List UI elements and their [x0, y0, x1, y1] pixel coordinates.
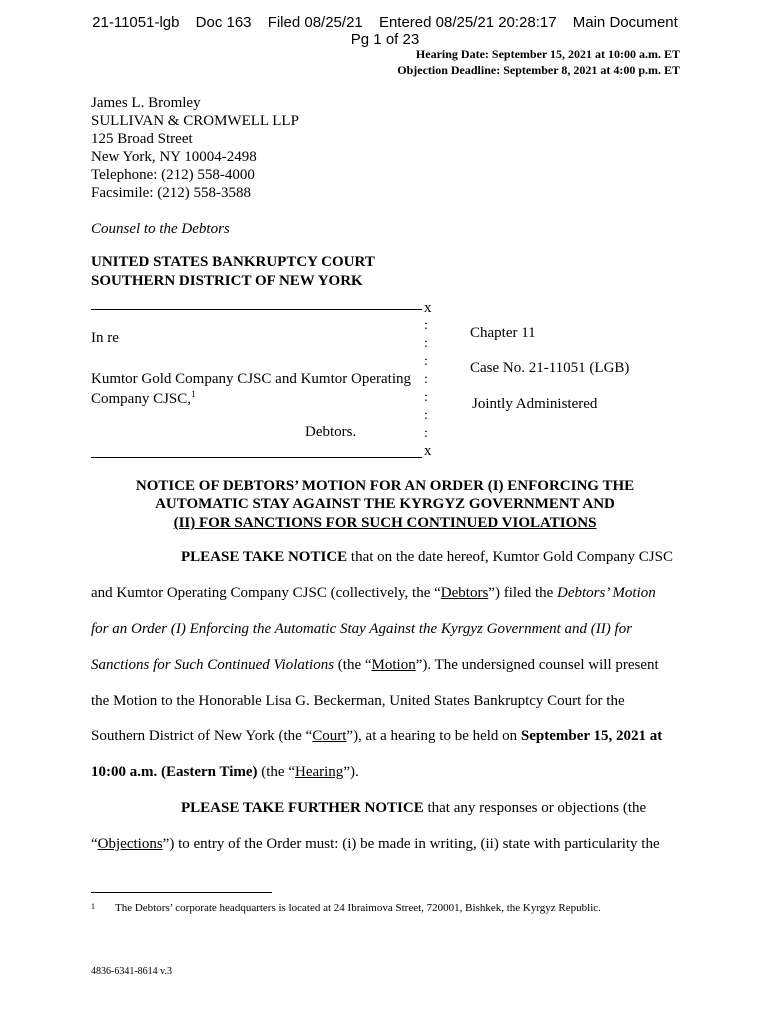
defined-term-objections: Objections	[97, 836, 163, 852]
caption-debtors-label: Debtors.	[305, 424, 357, 440]
counsel-block	[91, 94, 299, 238]
caption-x-bottom: x	[424, 443, 432, 459]
further-notice-lead: PLEASE TAKE FURTHER NOTICE	[181, 800, 424, 816]
footnote-number: 1	[91, 902, 95, 911]
counsel-street: 125 Broad Street	[91, 131, 193, 147]
caption-colon: :	[424, 372, 428, 387]
objection-deadline: Objection Deadline: September 8, 2021 at 4:00 p.m. ET	[397, 63, 680, 77]
body-text: (the “	[257, 764, 295, 780]
body-line	[91, 764, 359, 781]
caption-jointly-administered: Jointly Administered	[472, 396, 598, 412]
stamp-page-count: Pg 1 of 23	[350, 31, 420, 48]
body-text: and Kumtor Operating Company CJSC (collectively, the “	[91, 585, 441, 601]
counsel-name: James L. Bromley	[91, 95, 201, 111]
footnote-text: The Debtors’ corporate headquarters is located at 24 Ibraimova Street, 720001, Bishkek, the Kyrgyz Republic.	[115, 902, 601, 914]
stamp-doc-number: Doc 163	[195, 14, 252, 31]
body-text: ”) to entry of the Order must: (i) be made in writing, (ii) state with particularity the	[162, 836, 660, 852]
body-text: ”), at a hearing to be held on	[346, 728, 521, 744]
motion-title-italic: Sanctions for Such Continued Violations	[91, 657, 335, 673]
body-text: ”).	[343, 764, 359, 780]
stamp-filed-date: Filed 08/25/21	[267, 14, 363, 31]
body-text: “	[91, 836, 98, 852]
defined-term-motion: Motion	[371, 657, 416, 673]
defined-term-hearing: Hearing	[295, 764, 344, 780]
body-text: that any responses or objections (the	[423, 800, 647, 816]
stamp-case-number: 21-11051-lgb	[92, 14, 180, 31]
document-id: 4836-6341-8614 v.3	[91, 966, 173, 977]
body-text: ”) filed the	[488, 585, 558, 601]
stamp-main-document: Main Document	[572, 14, 678, 31]
counsel-fax: Facsimile: (212) 558-3588	[91, 185, 251, 201]
counsel-phone: Telephone: (212) 558-4000	[91, 167, 255, 183]
caption-x-top: x	[424, 300, 432, 316]
defined-term-court: Court	[312, 728, 347, 744]
caption-colon: :	[424, 426, 428, 441]
caption-debtor-line2	[91, 389, 196, 408]
body-line	[181, 549, 673, 566]
notice-title-line3	[0, 515, 770, 532]
body-line	[91, 836, 660, 853]
hearing-date-bold: September 15, 2021 at	[520, 728, 663, 744]
footnote-reference[interactable]: 1	[191, 389, 196, 399]
body-text: (the “	[334, 657, 372, 673]
counsel-firm: SULLIVAN & CROMWELL LLP	[91, 113, 299, 129]
caption-debtor-name: Company CJSC,	[91, 391, 192, 407]
caption-colon: :	[424, 354, 428, 369]
notice-title-line1: NOTICE OF DEBTORS’ MOTION FOR AN ORDER (I) ENFORCING THE	[135, 478, 635, 494]
body-text: ”). The undersigned counsel will present	[415, 657, 659, 673]
caption-colon: :	[424, 336, 428, 351]
caption-debtor-line1: Kumtor Gold Company CJSC and Kumtor Operating	[91, 371, 411, 387]
body-line	[91, 585, 656, 602]
caption-top-rule	[91, 309, 422, 310]
hearing-date: Hearing Date: September 15, 2021 at 10:00 a.m. ET	[415, 47, 680, 61]
court-header	[91, 253, 375, 291]
stamp-entered-date: Entered 08/25/21 20:28:17	[378, 14, 557, 31]
caption-chapter: Chapter 11	[470, 325, 536, 341]
body-line: the Motion to the Honorable Lisa G. Beckerman, United States Bankruptcy Court for the	[91, 693, 625, 709]
caption-in-re: In re	[91, 330, 119, 346]
caption-bottom-rule	[91, 457, 422, 458]
caption-colon: :	[424, 390, 428, 405]
body-text: Southern District of New York (the “	[91, 728, 313, 744]
court-name: UNITED STATES BANKRUPTCY COURT	[91, 254, 375, 270]
court-district: SOUTHERN DISTRICT OF NEW YORK	[91, 273, 363, 289]
notice-lead: PLEASE TAKE NOTICE	[181, 549, 348, 565]
body-line	[91, 728, 662, 745]
caption-colon: :	[424, 318, 428, 333]
notice-title-line2: AUTOMATIC STAY AGAINST THE KYRGYZ GOVERNMENT AND	[155, 496, 615, 512]
ecf-stamp	[0, 14, 770, 31]
counsel-city: New York, NY 10004-2498	[91, 149, 257, 165]
notice-title-line3-text: (II) FOR SANCTIONS FOR SUCH CONTINUED VIOLATIONS	[173, 515, 597, 531]
body-line	[91, 657, 659, 674]
body-line: for an Order (I) Enforcing the Automatic Stay Against the Kyrgyz Government and (II) for	[91, 621, 633, 637]
defined-term-debtors: Debtors	[440, 585, 489, 601]
caption-colon: :	[424, 408, 428, 423]
body-text: that on the date hereof, Kumtor Gold Company CJSC	[347, 549, 673, 565]
motion-title-italic: Debtors’ Motion	[557, 585, 656, 601]
counsel-role: Counsel to the Debtors	[91, 221, 230, 237]
body-line	[181, 800, 646, 817]
caption-case-number: Case No. 21-11051 (LGB)	[470, 360, 630, 376]
hearing-time-bold: 10:00 a.m. (Eastern Time)	[91, 764, 258, 780]
footnote	[91, 902, 601, 914]
footnote-rule	[91, 892, 272, 893]
